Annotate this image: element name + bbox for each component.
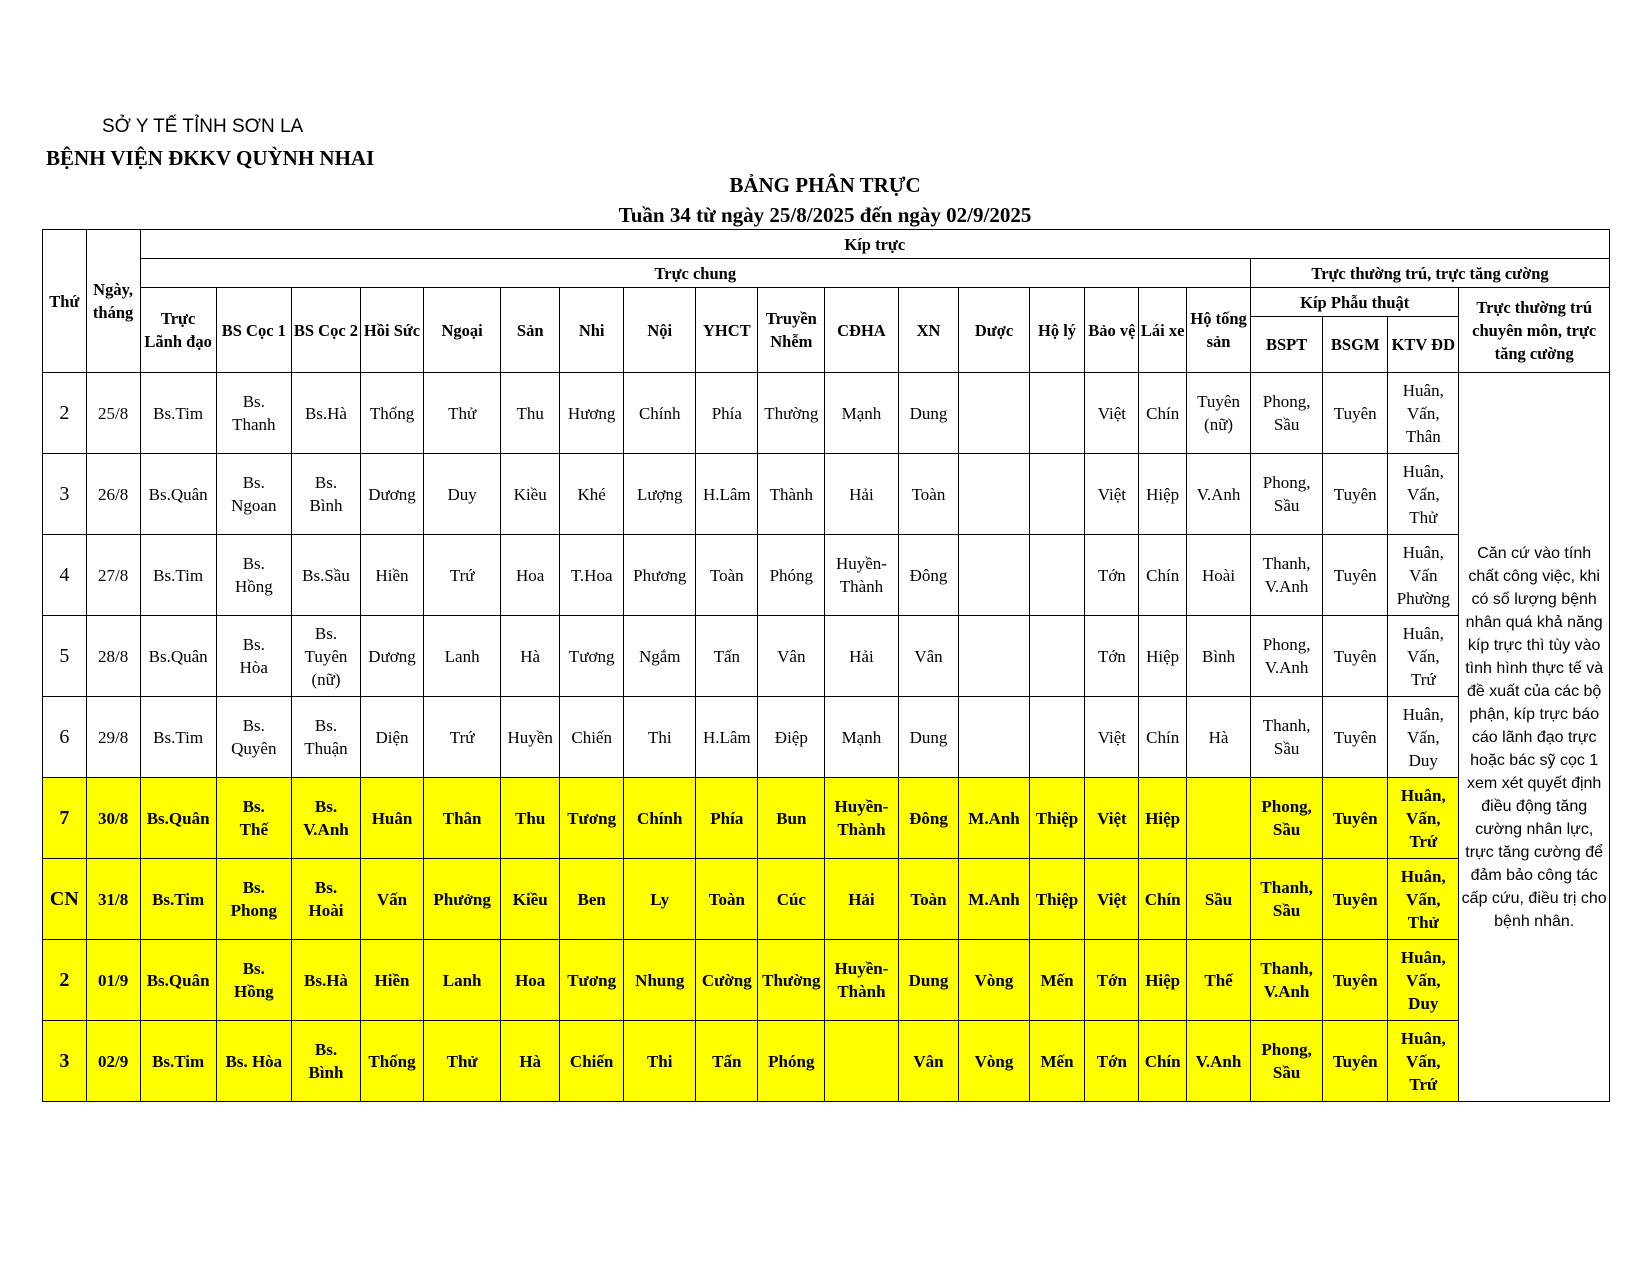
duty-cell: Hiền (361, 940, 424, 1021)
duty-cell: Bs. Tuyên (nữ) (291, 616, 360, 697)
duty-cell: Dung (898, 373, 959, 454)
org-line-2: BỆNH VIỆN ĐKKV QUỲNH NHAI (46, 146, 375, 170)
duty-cell: Hà (501, 1021, 560, 1102)
duty-cell: Phóng (758, 535, 825, 616)
duty-cell: H.Lâm (696, 697, 758, 778)
duty-cell: Điệp (758, 697, 825, 778)
day-of-week: 2 (43, 940, 87, 1021)
duty-cell: Việt (1085, 454, 1139, 535)
duty-cell: Toàn (696, 535, 758, 616)
duty-cell: Phong, Sầu (1251, 373, 1323, 454)
duty-cell: V.Anh (1187, 1021, 1251, 1102)
duty-cell: Phía (696, 373, 758, 454)
duty-cell: Chiến (560, 697, 624, 778)
duty-cell: Thành (758, 454, 825, 535)
duty-cell: Bs.Tim (140, 535, 216, 616)
duty-cell: Phía (696, 778, 758, 859)
duty-cell: Bs. V.Anh (291, 778, 360, 859)
duty-cell: Thanh, V.Anh (1251, 535, 1323, 616)
date-cell: 29/8 (86, 697, 140, 778)
table-row (43, 454, 1610, 535)
day-of-week: 4 (43, 535, 87, 616)
duty-cell: Hải (825, 454, 898, 535)
duty-cell: Ngắm (624, 616, 696, 697)
day-of-week: 5 (43, 616, 87, 697)
duty-cell (959, 535, 1029, 616)
duty-cell: Thi (624, 1021, 696, 1102)
duty-cell: Bun (758, 778, 825, 859)
duty-cell (959, 373, 1029, 454)
duty-cell: Thanh, V.Anh (1251, 940, 1323, 1021)
duty-cell: Trứ (424, 535, 501, 616)
duty-cell: Tuyên (1323, 373, 1388, 454)
duty-cell (1187, 778, 1251, 859)
duty-cell: Bs. Bình (291, 454, 360, 535)
duty-cell: Huân, Vấn Phường (1388, 535, 1459, 616)
day-of-week: 3 (43, 454, 87, 535)
duty-cell: Huân, Vấn, Trứ (1388, 1021, 1459, 1102)
col-header: BS Cọc 1 (216, 288, 291, 373)
duty-cell: Khé (560, 454, 624, 535)
duty-cell: Tương (560, 616, 624, 697)
col-header: KTV ĐD (1388, 317, 1459, 373)
duty-cell: Lanh (424, 616, 501, 697)
col-header: BSGM (1323, 317, 1388, 373)
col-header: CĐHA (825, 288, 898, 373)
roster-body (43, 373, 1610, 1102)
duty-cell: Thường (758, 940, 825, 1021)
duty-cell: Thanh, Sầu (1251, 859, 1323, 940)
duty-cell (959, 616, 1029, 697)
header-thu: Thứ (43, 230, 87, 373)
duty-cell: Huyền- Thành (825, 535, 898, 616)
duty-cell: Thu (501, 778, 560, 859)
col-header: Ngoại (424, 288, 501, 373)
duty-cell: Bs. Thanh (216, 373, 291, 454)
duty-cell: Hải (825, 616, 898, 697)
date-cell: 27/8 (86, 535, 140, 616)
note-cell: Căn cứ vào tính chất công việc, khi có số lượng bệnh nhân quá khả năng kíp trực thì tùy vào tình hình thực tế và đề xuất của các bộ phận, kíp trực báo cáo lãnh đạo trực hoặc bác sỹ cọc 1 xem xét quyết định điều động tăng cường nhân lực, trực tăng cường để đảm bảo công tác cấp cứu, điều trị cho bệnh nhân. (1459, 373, 1610, 1102)
date-cell: 31/8 (86, 859, 140, 940)
duty-cell: Lanh (424, 940, 501, 1021)
duty-cell: Hiệp (1139, 616, 1187, 697)
header-kip-phau-thuat: Kíp Phẫu thuật (1251, 288, 1459, 317)
duty-cell: Tớn (1085, 535, 1139, 616)
duty-cell: Toàn (898, 454, 959, 535)
duty-cell: Tớn (1085, 1021, 1139, 1102)
duty-cell: Bs. Phong (216, 859, 291, 940)
duty-cell: Thế (1187, 940, 1251, 1021)
duty-cell: Phương (624, 535, 696, 616)
duty-cell: Tuyên (1323, 940, 1388, 1021)
header-ngay: Ngày, tháng (86, 230, 140, 373)
duty-cell: Huân, Vấn, Thân (1388, 373, 1459, 454)
duty-cell: Duy (424, 454, 501, 535)
duty-cell: Bs. Hồng (216, 535, 291, 616)
duty-cell: Thử (424, 373, 501, 454)
duty-cell: Hiệp (1139, 940, 1187, 1021)
duty-cell: Dung (898, 940, 959, 1021)
day-of-week: 3 (43, 1021, 87, 1102)
duty-cell: Thi (624, 697, 696, 778)
duty-cell: Bs.Sầu (291, 535, 360, 616)
duty-cell: Ben (560, 859, 624, 940)
duty-cell: Chính (624, 778, 696, 859)
duty-cell: Bs. Bình (291, 1021, 360, 1102)
duty-cell: Phong, V.Anh (1251, 616, 1323, 697)
day-of-week: 6 (43, 697, 87, 778)
duty-cell: Thanh, Sầu (1251, 697, 1323, 778)
duty-cell: Bs.Tim (140, 697, 216, 778)
duty-cell: Bs. Hồng (216, 940, 291, 1021)
duty-cell: Huân, Vấn, Trứ (1388, 778, 1459, 859)
header-truc-chung: Trực chung (140, 259, 1251, 288)
duty-cell: Hiệp (1139, 778, 1187, 859)
duty-cell: Bs. Hoài (291, 859, 360, 940)
duty-cell: Tuyên (1323, 778, 1388, 859)
duty-cell: Hải (825, 859, 898, 940)
day-of-week: 2 (43, 373, 87, 454)
duty-cell: Toàn (898, 859, 959, 940)
col-header: Hộ lý (1029, 288, 1085, 373)
duty-cell: Tuyên (1323, 697, 1388, 778)
duty-cell: T.Hoa (560, 535, 624, 616)
duty-cell: Bs.Tim (140, 1021, 216, 1102)
duty-cell: Tấn (696, 616, 758, 697)
duty-cell: Phóng (758, 1021, 825, 1102)
duty-cell: Vòng (959, 940, 1029, 1021)
duty-cell (1029, 616, 1085, 697)
duty-cell: Chín (1139, 697, 1187, 778)
duty-cell: Phong, Sầu (1251, 778, 1323, 859)
duty-cell: Phong, Sầu (1251, 1021, 1323, 1102)
duty-cell: Thân (424, 778, 501, 859)
duty-cell: Hoài (1187, 535, 1251, 616)
duty-cell: Tớn (1085, 940, 1139, 1021)
table-row (43, 1021, 1610, 1102)
duty-cell: Hiệp (1139, 454, 1187, 535)
duty-cell: Hiền (361, 535, 424, 616)
header-kip-truc: Kíp trực (140, 230, 1609, 259)
duty-cell: Tấn (696, 1021, 758, 1102)
duty-cell: Bs. Ngoan (216, 454, 291, 535)
duty-cell: Chính (624, 373, 696, 454)
duty-cell: Kiều (501, 859, 560, 940)
duty-cell (1029, 373, 1085, 454)
table-row (43, 697, 1610, 778)
col-header: YHCT (696, 288, 758, 373)
duty-cell: Chín (1139, 1021, 1187, 1102)
duty-cell: Nhung (624, 940, 696, 1021)
date-cell: 30/8 (86, 778, 140, 859)
duty-cell: Việt (1085, 373, 1139, 454)
duty-cell: Lượng (624, 454, 696, 535)
duty-cell: Thống (361, 1021, 424, 1102)
duty-cell: Hương (560, 373, 624, 454)
col-header: Dược (959, 288, 1029, 373)
duty-cell: Huân, Vấn, Thử (1388, 859, 1459, 940)
duty-cell: Vân (898, 1021, 959, 1102)
duty-cell: Mến (1029, 1021, 1085, 1102)
duty-cell (1029, 697, 1085, 778)
duty-cell: Chín (1139, 535, 1187, 616)
duty-cell (959, 454, 1029, 535)
date-cell: 26/8 (86, 454, 140, 535)
table-row (43, 859, 1610, 940)
duty-cell: Diện (361, 697, 424, 778)
duty-cell: Bs. Hòa (216, 1021, 291, 1102)
col-header: BSPT (1251, 317, 1323, 373)
day-of-week: 7 (43, 778, 87, 859)
duty-cell: Vấn (361, 859, 424, 940)
page-subtitle: Tuần 34 từ ngày 25/8/2025 đến ngày 02/9/2025 (618, 203, 1032, 227)
duty-cell: Huân, Vấn, Duy (1388, 940, 1459, 1021)
duty-cell (959, 697, 1029, 778)
duty-cell: Ly (624, 859, 696, 940)
duty-cell: Phưởng (424, 859, 501, 940)
duty-cell: Huân, Vấn, Trứ (1388, 616, 1459, 697)
duty-cell (1029, 454, 1085, 535)
duty-cell: M.Anh (959, 778, 1029, 859)
col-header: Trực Lãnh đạo (140, 288, 216, 373)
duty-cell: Hà (501, 616, 560, 697)
duty-cell: Tuyên (1323, 454, 1388, 535)
duty-cell: Bs.Tim (140, 373, 216, 454)
duty-cell: Toàn (696, 859, 758, 940)
duty-cell: Cường (696, 940, 758, 1021)
duty-cell: Kiều (501, 454, 560, 535)
col-header: BS Cọc 2 (291, 288, 360, 373)
col-header: Hồi Sức (361, 288, 424, 373)
duty-cell: Thường (758, 373, 825, 454)
duty-cell: Tương (560, 940, 624, 1021)
duty-cell: Huyền- Thành (825, 778, 898, 859)
duty-cell: Tuyên (1323, 1021, 1388, 1102)
duty-cell: Thiệp (1029, 859, 1085, 940)
col-header: Bảo vệ (1085, 288, 1139, 373)
duty-cell: Dung (898, 697, 959, 778)
duty-cell: Dương (361, 616, 424, 697)
duty-cell: Chín (1139, 859, 1187, 940)
duty-cell: Huân, Vấn, Duy (1388, 697, 1459, 778)
duty-cell: Tuyên (1323, 535, 1388, 616)
duty-cell: Bs.Quân (140, 778, 216, 859)
duty-cell: Bs.Quân (140, 940, 216, 1021)
table-row (43, 535, 1610, 616)
duty-cell: Dương (361, 454, 424, 535)
duty-cell: Thử (424, 1021, 501, 1102)
duty-cell: Tuyên (1323, 859, 1388, 940)
duty-cell: Trứ (424, 697, 501, 778)
date-cell: 01/9 (86, 940, 140, 1021)
duty-cell: Việt (1085, 778, 1139, 859)
duty-cell: Sầu (1187, 859, 1251, 940)
table-row (43, 778, 1610, 859)
duty-cell: Tớn (1085, 616, 1139, 697)
col-header: Nhi (560, 288, 624, 373)
duty-cell: Chín (1139, 373, 1187, 454)
duty-cell: Đông (898, 778, 959, 859)
duty-cell: Huyền- Thành (825, 940, 898, 1021)
date-cell: 28/8 (86, 616, 140, 697)
duty-cell: Cúc (758, 859, 825, 940)
duty-cell: Tuyên (nữ) (1187, 373, 1251, 454)
col-header: Sản (501, 288, 560, 373)
date-cell: 02/9 (86, 1021, 140, 1102)
date-cell: 25/8 (86, 373, 140, 454)
duty-cell: Huân, Vấn, Thử (1388, 454, 1459, 535)
duty-cell: Tương (560, 778, 624, 859)
duty-cell: Huyền (501, 697, 560, 778)
duty-cell: Đông (898, 535, 959, 616)
duty-cell: Việt (1085, 697, 1139, 778)
duty-cell: Bs. Thế (216, 778, 291, 859)
duty-cell: Thu (501, 373, 560, 454)
org-line-1: SỞ Y TẾ TỈNH SƠN LA (102, 116, 304, 137)
col-header: Nội (624, 288, 696, 373)
duty-cell: Bs.Quân (140, 616, 216, 697)
duty-cell (1029, 535, 1085, 616)
page-title: BẢNG PHÂN TRỰC (729, 173, 921, 197)
duty-cell: Thiệp (1029, 778, 1085, 859)
col-header: Truyền Nhễm (758, 288, 825, 373)
duty-cell: Bs.Hà (291, 940, 360, 1021)
duty-cell: Thống (361, 373, 424, 454)
duty-cell: Bs. Quyên (216, 697, 291, 778)
duty-cell: Huân (361, 778, 424, 859)
duty-cell: Tuyên (1323, 616, 1388, 697)
col-header: Lái xe (1139, 288, 1187, 373)
duty-cell: Mạnh (825, 373, 898, 454)
header-truc-thuong-tru: Trực thường trú, trực tăng cường (1251, 259, 1610, 288)
duty-cell: Bình (1187, 616, 1251, 697)
duty-cell: Hoa (501, 940, 560, 1021)
duty-cell: Bs. Hòa (216, 616, 291, 697)
duty-cell: Hoa (501, 535, 560, 616)
duty-cell: Phong, Sầu (1251, 454, 1323, 535)
duty-cell: Bs.Hà (291, 373, 360, 454)
duty-cell: Bs.Quân (140, 454, 216, 535)
table-row (43, 940, 1610, 1021)
duty-cell: Việt (1085, 859, 1139, 940)
duty-cell: M.Anh (959, 859, 1029, 940)
header-truc-chuyen-mon: Trực thường trú chuyên môn, trực tăng cường (1459, 288, 1610, 373)
duty-cell: Mạnh (825, 697, 898, 778)
duty-cell: Vân (758, 616, 825, 697)
duty-cell: Vân (898, 616, 959, 697)
duty-cell: Mến (1029, 940, 1085, 1021)
duty-cell: Chiến (560, 1021, 624, 1102)
duty-cell: V.Anh (1187, 454, 1251, 535)
duty-cell: Vòng (959, 1021, 1029, 1102)
duty-cell: Bs.Tim (140, 859, 216, 940)
table-row (43, 616, 1610, 697)
day-of-week: CN (43, 859, 87, 940)
duty-cell: Bs. Thuận (291, 697, 360, 778)
table-row (43, 373, 1610, 454)
duty-cell: H.Lâm (696, 454, 758, 535)
duty-cell (825, 1021, 898, 1102)
duty-roster-table (42, 229, 1610, 1102)
duty-cell: Hà (1187, 697, 1251, 778)
col-header: Hộ tống sản (1187, 288, 1251, 373)
col-header: XN (898, 288, 959, 373)
